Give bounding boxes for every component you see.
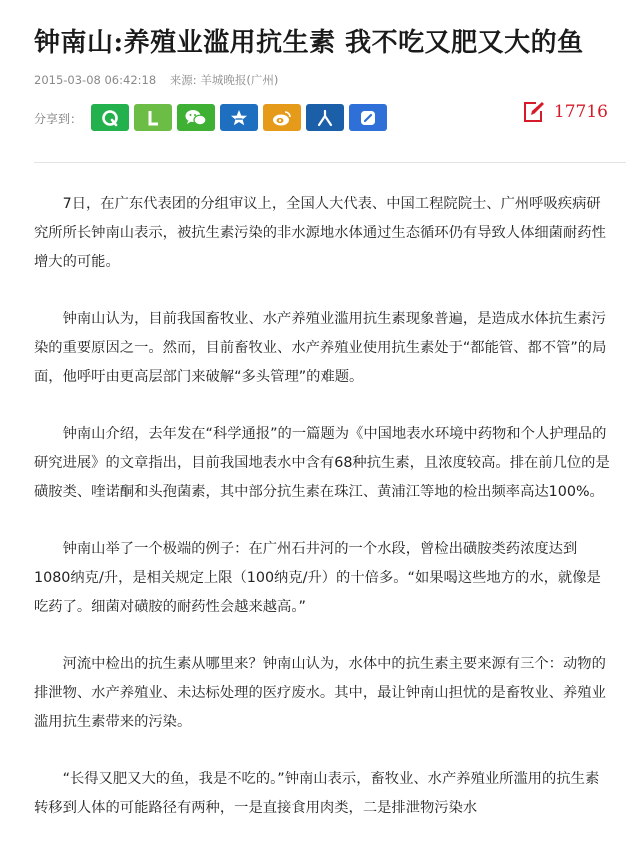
comment-count[interactable] [522,100,608,124]
share-wechat-button[interactable] [177,104,215,131]
weibo-icon [271,108,293,128]
share-favorite-button[interactable] [220,104,258,131]
article-meta [34,72,278,88]
header-divider [34,162,626,163]
comment-count-number: 17716 [553,102,608,122]
people-icon [315,108,335,128]
l-letter-icon [143,108,163,128]
comment-edit-icon [522,100,546,124]
paragraph: 钟南山认为，目前我国畜牧业、水产养殖业滥用抗生素现象普遍，是造成水体抗生素污染的重要原因之一。然而，目前畜牧业、水产养殖业使用抗生素处于“都能管、都不管”的局面，他呼吁由更高层部门来破解“多头管理”的难题。 [34,311,607,385]
share-tieba-button[interactable] [349,104,387,131]
qzone-icon [100,108,120,128]
paragraph: 钟南山举了一个极端的例子：在广州石井河的一个水段，曾检出磺胺类药浓度达到1080纳克/升，是相关规定上限（100纳克/升）的十倍多。“如果喝这些地方的水，就像是吃药了。细菌对磺胺的耐药性会越来越高。” [34,541,601,615]
share-weibo-button[interactable] [263,104,301,131]
paragraph: 钟南山介绍，去年发在“科学通报”的一篇题为《中国地表水环境中药物和个人护理品的研究进展》的文章指出，目前我国地表水中含有68种抗生素，且浓度较高。排在前几位的是磺胺类、喹诺酮和头孢菌素，其中部分抗生素在珠江、黄浦江等地的检出频率高达100%。 [34,426,610,500]
wechat-icon [184,108,208,128]
share-people-button[interactable] [306,104,344,131]
share-label: 分享到： [34,112,83,126]
article-body [34,190,610,851]
paragraph: 河流中检出的抗生素从哪里来？钟南山认为，水体中的抗生素主要来源有三个：动物的排泄物、水产养殖业、未达标处理的医疗废水。其中，最让钟南山担忧的是畜牧业、养殖业滥用抗生素带来的污染。 [34,656,606,730]
paragraph: “长得又肥又大的鱼，我是不吃的。”钟南山表示，畜牧业、水产养殖业所滥用的抗生素转移到人体的可能路径有两种，一是直接食用肉类，二是排泄物污染水 [34,771,600,816]
tieba-icon [358,108,378,128]
star-icon [229,108,249,128]
article-source: 来源: 羊城晚报(广州) [169,73,279,87]
article-title: 钟南山:养殖业滥用抗生素 我不吃又肥又大的鱼 [34,28,584,58]
publish-datetime: 2015-03-08 06:42:18 [34,73,157,87]
paragraph: 7日，在广东代表团的分组审议上，全国人大代表、中国工程院院士、广州呼吸疾病研究所所长钟南山表示，被抗生素污染的非水源地水体通过生态循环仍有导致人体细菌耐药性增大的可能。 [34,196,606,270]
share-qzone-button[interactable] [91,104,129,131]
share-friends-button[interactable] [134,104,172,131]
